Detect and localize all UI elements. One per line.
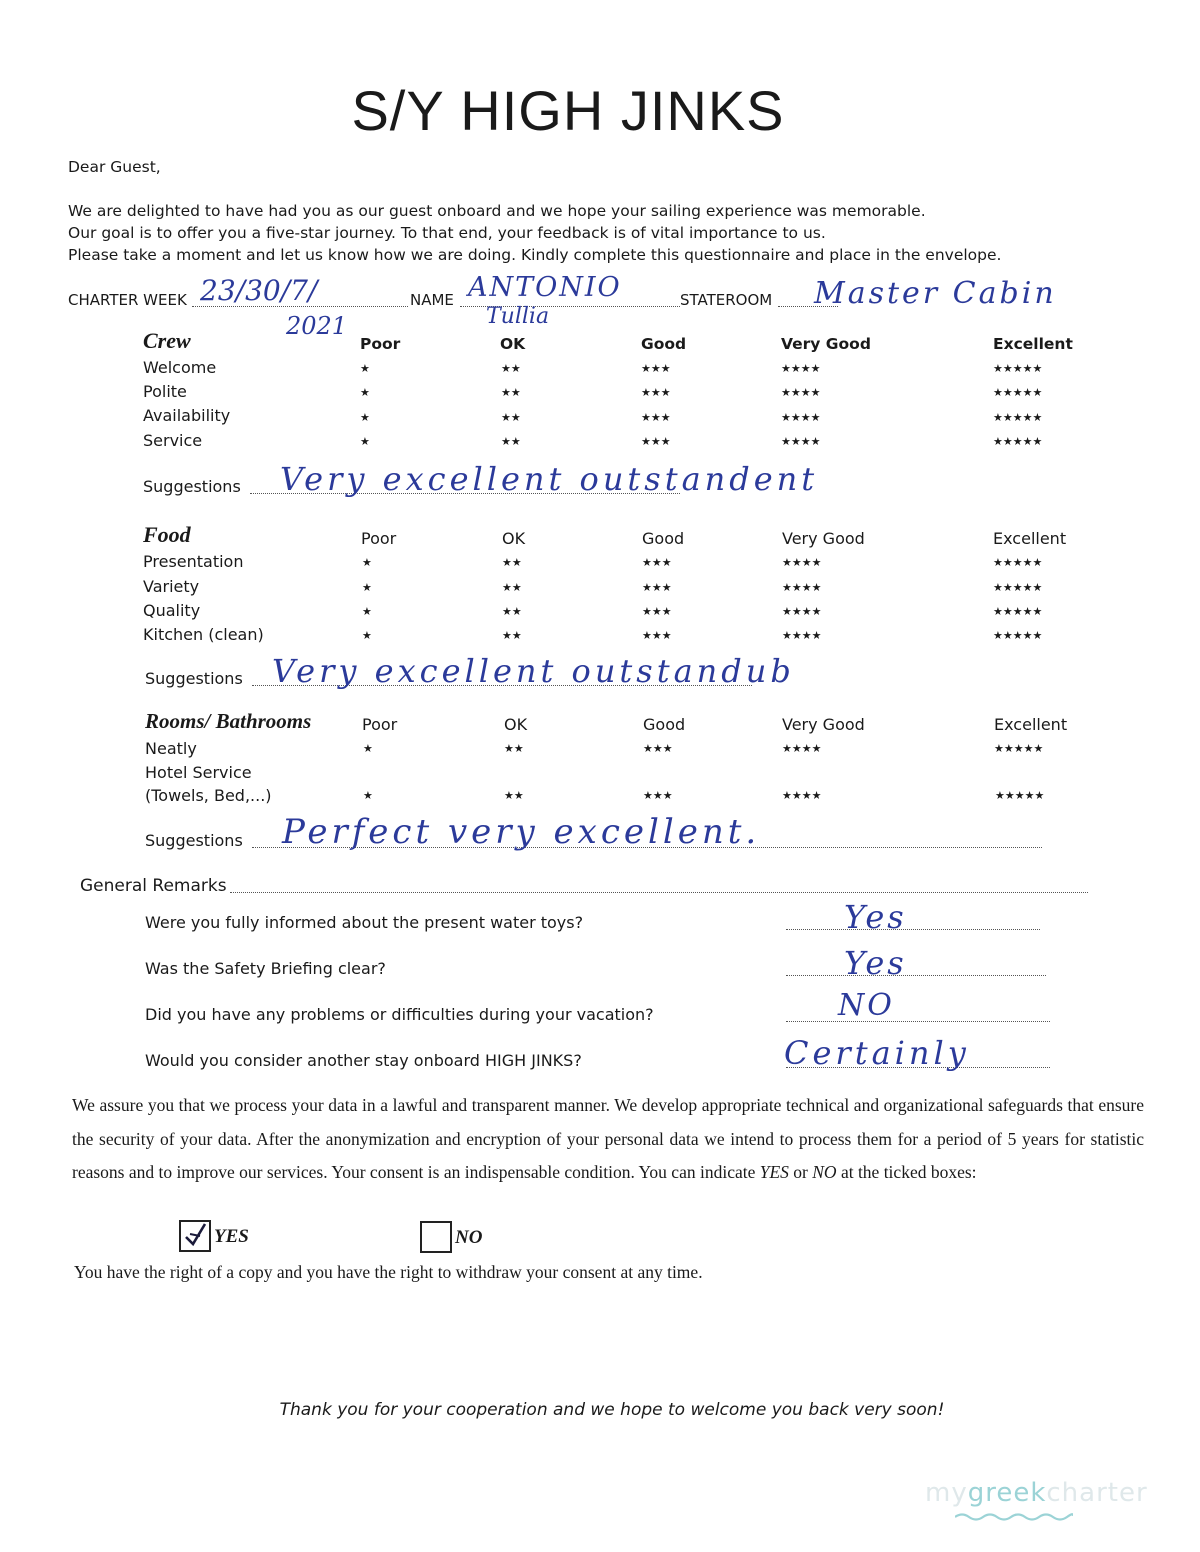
star-rating-3[interactable]: ★★★ — [641, 386, 671, 399]
crew-item-availability: Availability — [143, 406, 231, 425]
star-rating-3[interactable]: ★★★ — [642, 581, 672, 594]
star-rating-5[interactable]: ★★★★★ — [993, 362, 1043, 375]
rooms-suggestions-label: Suggestions — [145, 831, 243, 850]
food-item-kitchen: Kitchen (clean) — [143, 625, 264, 644]
star-rating-2[interactable]: ★★ — [501, 362, 521, 375]
crew-header-poor: Poor — [360, 335, 401, 353]
star-rating-4[interactable]: ★★★★ — [781, 411, 821, 424]
food-section-title: Food — [143, 522, 191, 547]
food-header-good: Good — [642, 529, 685, 548]
food-item-variety: Variety — [143, 577, 200, 596]
star-rating-5[interactable]: ★★★★★ — [993, 556, 1043, 569]
question-safety-briefing: Was the Safety Briefing clear? — [145, 959, 386, 978]
watermark-text-mid: greek — [967, 1478, 1047, 1508]
star-rating-1[interactable]: ★ — [362, 605, 372, 618]
rooms-item-hotel-service: Hotel Service — [145, 763, 252, 782]
star-rating-1[interactable]: ★ — [360, 435, 370, 448]
intro-line-2: Our goal is to offer you a five-star journey. To that end, your feedback is of vital importance to us. — [68, 224, 826, 242]
star-rating-4[interactable]: ★★★★ — [781, 435, 821, 448]
consent-no-word: NO — [812, 1162, 837, 1182]
star-rating-3[interactable]: ★★★ — [643, 742, 673, 755]
star-rating-1[interactable]: ★ — [360, 362, 370, 375]
star-rating-2[interactable]: ★★ — [502, 629, 522, 642]
crew-header-good: Good — [641, 335, 687, 353]
consent-yes-word: YES — [759, 1162, 789, 1182]
food-suggestions-label: Suggestions — [145, 669, 243, 688]
rooms-suggestions-value[interactable]: Perfect very excellent. — [282, 812, 761, 852]
star-rating-5[interactable]: ★★★★★ — [993, 581, 1043, 594]
rooms-item-towels-bed: (Towels, Bed,...) — [145, 786, 272, 805]
rooms-header-ok: OK — [504, 715, 528, 734]
star-rating-2[interactable]: ★★ — [504, 742, 524, 755]
star-rating-4[interactable]: ★★★★ — [782, 789, 822, 802]
name-label: NAME — [410, 291, 454, 309]
thank-you-footer: Thank you for your cooperation and we hope to welcome you back very soon! — [279, 1400, 945, 1420]
star-rating-3[interactable]: ★★★ — [642, 556, 672, 569]
star-rating-4[interactable]: ★★★★ — [782, 629, 822, 642]
star-rating-2[interactable]: ★★ — [502, 581, 522, 594]
watermark-text-post: charter — [1046, 1478, 1148, 1508]
crew-section-title: Crew — [143, 328, 191, 353]
star-rating-1[interactable]: ★ — [362, 629, 372, 642]
greeting: Dear Guest, — [68, 158, 161, 176]
crew-item-polite: Polite — [143, 382, 187, 401]
consent-no-label: NO — [455, 1227, 483, 1248]
crew-header-excellent: Excellent — [993, 335, 1073, 353]
star-rating-5[interactable]: ★★★★★ — [993, 435, 1043, 448]
star-rating-5[interactable]: ★★★★★ — [995, 789, 1045, 802]
star-rating-3[interactable]: ★★★ — [642, 629, 672, 642]
consent-yes-checkbox[interactable] — [179, 1220, 211, 1252]
answer-problems[interactable]: NO — [838, 988, 895, 1023]
star-rating-1[interactable]: ★ — [360, 386, 370, 399]
stateroom-value[interactable]: Master Cabin — [814, 276, 1057, 311]
wave-icon — [955, 1512, 1073, 1522]
star-rating-3[interactable]: ★★★ — [641, 411, 671, 424]
star-rating-4[interactable]: ★★★★ — [782, 581, 822, 594]
food-header-excellent: Excellent — [993, 529, 1067, 548]
question-water-toys: Were you fully informed about the present water toys? — [145, 913, 584, 932]
consent-or-word: or — [788, 1162, 813, 1182]
star-rating-2[interactable]: ★★ — [501, 435, 521, 448]
star-rating-2[interactable]: ★★ — [502, 556, 522, 569]
food-item-quality: Quality — [143, 601, 201, 620]
stateroom-label: STATEROOM — [680, 291, 773, 309]
star-rating-1[interactable]: ★ — [363, 789, 373, 802]
crew-suggestions-label: Suggestions — [143, 477, 241, 496]
food-header-very-good: Very Good — [782, 529, 865, 548]
consent-no-checkbox[interactable] — [420, 1221, 452, 1253]
star-rating-2[interactable]: ★★ — [504, 789, 524, 802]
star-rating-4[interactable]: ★★★★ — [781, 362, 821, 375]
intro-line-3: Please take a moment and let us know how we are doing. Kindly complete this questionnaire and place in the envelope. — [68, 246, 1002, 264]
star-rating-3[interactable]: ★★★ — [641, 362, 671, 375]
answer-another-stay[interactable]: Certainly — [784, 1034, 970, 1072]
crew-suggestions-value[interactable]: Very excellent outstandent — [280, 460, 819, 498]
star-rating-2[interactable]: ★★ — [501, 411, 521, 424]
question-problems: Did you have any problems or difficulties during your vacation? — [145, 1005, 654, 1024]
star-rating-3[interactable]: ★★★ — [641, 435, 671, 448]
watermark-logo — [925, 1478, 1148, 1508]
data-consent-paragraph — [72, 1089, 1144, 1190]
star-rating-5[interactable]: ★★★★★ — [994, 742, 1044, 755]
star-rating-5[interactable]: ★★★★★ — [993, 411, 1043, 424]
crew-header-very-good: Very Good — [781, 335, 871, 353]
crew-item-service: Service — [143, 431, 203, 450]
rooms-header-poor: Poor — [362, 715, 398, 734]
rooms-header-good: Good — [643, 715, 686, 734]
food-header-ok: OK — [502, 529, 526, 548]
star-rating-5[interactable]: ★★★★★ — [993, 605, 1043, 618]
charter-week-year[interactable]: 2021 — [286, 312, 348, 340]
star-rating-4[interactable]: ★★★★ — [782, 742, 822, 755]
answer-line-water-toys — [786, 929, 1040, 930]
rooms-header-excellent: Excellent — [994, 715, 1068, 734]
name-value[interactable]: ANTONIO — [468, 272, 622, 303]
general-remarks-line — [230, 892, 1088, 893]
star-rating-1[interactable]: ★ — [360, 411, 370, 424]
charter-week-label: CHARTER WEEK — [68, 291, 187, 309]
crew-header-ok: OK — [500, 335, 526, 353]
crew-item-welcome: Welcome — [143, 358, 217, 377]
rooms-section-title: Rooms/ Bathrooms — [145, 709, 312, 733]
star-rating-2[interactable]: ★★ — [502, 605, 522, 618]
star-rating-1[interactable]: ★ — [362, 581, 372, 594]
check-mark-icon — [181, 1222, 209, 1250]
answer-safety-briefing[interactable]: Yes — [844, 944, 907, 982]
star-rating-1[interactable]: ★ — [363, 742, 373, 755]
star-rating-3[interactable]: ★★★ — [643, 789, 673, 802]
star-rating-4[interactable]: ★★★★ — [782, 556, 822, 569]
food-item-presentation: Presentation — [143, 552, 244, 571]
rooms-header-very-good: Very Good — [782, 715, 865, 734]
name-value-2[interactable]: Tullia — [486, 304, 550, 329]
food-suggestions-value[interactable]: Very excellent outstandub — [272, 652, 795, 690]
star-rating-2[interactable]: ★★ — [501, 386, 521, 399]
document-title: S/Y HIGH JINKS — [351, 79, 785, 142]
rights-statement: You have the right of a copy and you have the right to withdraw your consent at any time. — [74, 1262, 703, 1282]
consent-tail: at the ticked boxes: — [836, 1162, 977, 1182]
intro-line-1: We are delighted to have had you as our guest onboard and we hope your sailing experience was memorable. — [68, 202, 926, 220]
charter-week-value[interactable]: 23/30/7/ — [200, 274, 318, 307]
watermark-text-pre: my — [925, 1478, 968, 1508]
star-rating-4[interactable]: ★★★★ — [781, 386, 821, 399]
star-rating-3[interactable]: ★★★ — [642, 605, 672, 618]
food-header-poor: Poor — [361, 529, 397, 548]
rooms-item-neatly: Neatly — [145, 739, 197, 758]
star-rating-5[interactable]: ★★★★★ — [993, 386, 1043, 399]
answer-line-safety-briefing — [786, 975, 1046, 976]
answer-line-problems — [786, 1021, 1050, 1022]
answer-water-toys[interactable]: Yes — [844, 898, 907, 936]
question-another-stay: Would you consider another stay onboard HIGH JINKS? — [145, 1051, 582, 1070]
general-remarks-label: General Remarks — [80, 876, 227, 896]
star-rating-5[interactable]: ★★★★★ — [993, 629, 1043, 642]
star-rating-1[interactable]: ★ — [362, 556, 372, 569]
consent-text: We assure you that we process your data in a lawful and transparent manner. We develop appropriate technical and organizational safeguards that ensure the security of your data. After the anonymization and encryption of your personal data we intend to process them for a period of 5 years for statistic reasons and to improve our services. Your consent is an indispensable condition. You can indicate — [72, 1095, 1144, 1182]
star-rating-4[interactable]: ★★★★ — [782, 605, 822, 618]
consent-yes-label: YES — [214, 1226, 249, 1247]
